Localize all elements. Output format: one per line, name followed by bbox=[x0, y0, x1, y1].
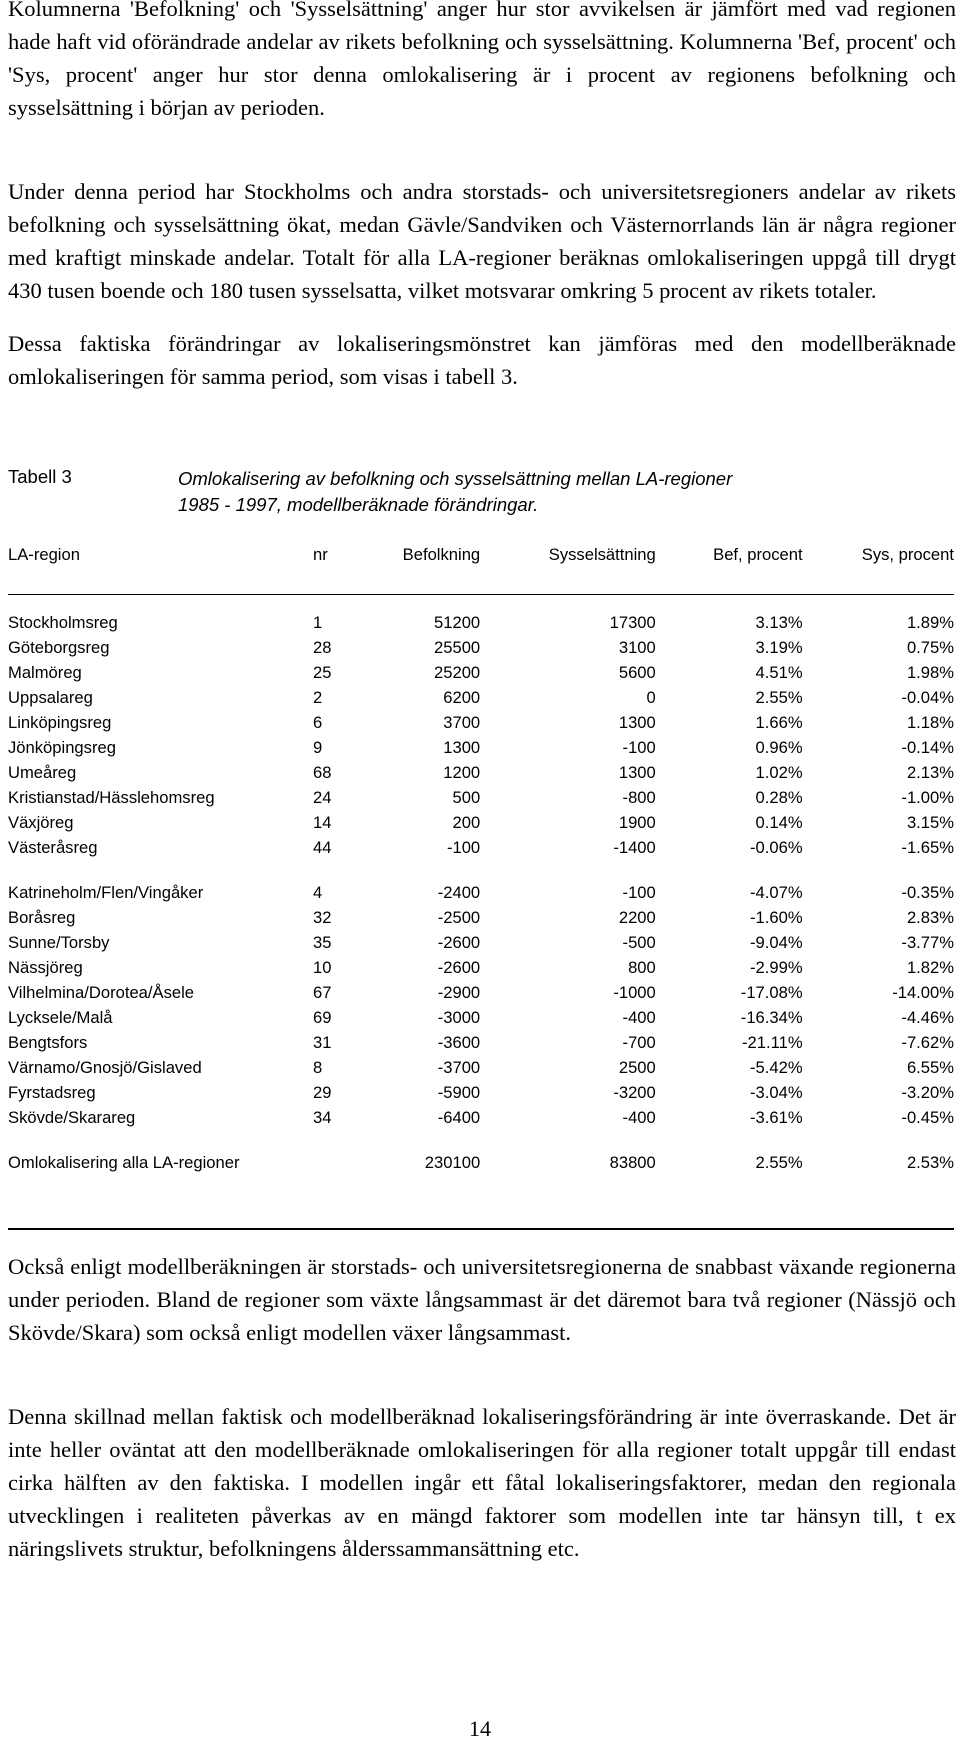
spacer-cell bbox=[8, 1130, 954, 1150]
table-caption bbox=[178, 466, 908, 518]
header-employment: Sysselsättning bbox=[548, 545, 656, 564]
pop-percent-cell: -0.06% bbox=[750, 837, 803, 857]
nr-value: 2 bbox=[313, 687, 323, 707]
nr-value: 44 bbox=[313, 837, 332, 857]
comparison-paragraph: Dessa faktiska förändringar av lokaliseringsmönstret kan jämföras med den modellberäknade omlokaliseringen för samma period, som visas i tabell 3. bbox=[8, 331, 956, 389]
nr-value: 34 bbox=[313, 1107, 332, 1127]
nr-value: 69 bbox=[313, 1007, 332, 1027]
pop-percent-cell: 2.55% bbox=[755, 1152, 803, 1172]
table-bottom-rule bbox=[8, 1228, 954, 1230]
pop-percent-cell: -5.42% bbox=[750, 1057, 803, 1077]
spacer-row bbox=[8, 566, 954, 610]
pop-percent-cell: -9.04% bbox=[750, 932, 803, 952]
region-cell: Katrineholm/Flen/Vingåker bbox=[8, 882, 204, 902]
intro-paragraph: Kolumnerna 'Befolkning' och 'Sysselsättning' anger hur stor avvikelsen är jämfört med vad regionen hade haft vid oförändrade andelar av rikets befolkning och sysselsättning. Kolumnerna 'Bef, procent' och 'Sys, procent' anger hur stor denna omlokalisering är i procent av regionens befolkning och sysselsättning i början av perioden. bbox=[8, 0, 956, 120]
nr-cell bbox=[278, 610, 353, 635]
table-row bbox=[8, 930, 954, 955]
region-cell: Kristianstad/Hässlehomsreg bbox=[8, 787, 215, 807]
table-row bbox=[8, 1005, 954, 1030]
employment-cell: 3100 bbox=[618, 637, 656, 657]
table-body bbox=[8, 566, 954, 1175]
pop-percent-cell: -21.11% bbox=[742, 1032, 803, 1052]
nr-cell bbox=[278, 980, 353, 1005]
pop-percent-cell: -3.04% bbox=[750, 1082, 803, 1102]
region-cell: Västeråsreg bbox=[8, 837, 98, 857]
population-cell: -5900 bbox=[437, 1082, 481, 1102]
pop-percent-cell: 3.19% bbox=[755, 637, 803, 657]
employment-cell: -1000 bbox=[613, 982, 656, 1002]
emp-percent-cell: 1.18% bbox=[906, 712, 954, 732]
nr-cell bbox=[278, 685, 353, 710]
region-cell: Uppsalareg bbox=[8, 687, 93, 707]
population-cell: -2400 bbox=[437, 882, 481, 902]
region-cell: Skövde/Skarareg bbox=[8, 1107, 136, 1127]
emp-percent-cell: 6.55% bbox=[906, 1057, 954, 1077]
region-cell: Jönköpingsreg bbox=[8, 737, 116, 757]
nr-value: 10 bbox=[313, 957, 332, 977]
employment-cell: 83800 bbox=[609, 1152, 656, 1172]
nr-cell bbox=[278, 880, 353, 905]
nr-value: 8 bbox=[313, 1057, 323, 1077]
nr-value: 35 bbox=[313, 932, 332, 952]
population-cell: -2600 bbox=[437, 957, 481, 977]
pop-percent-cell: 1.02% bbox=[755, 762, 803, 782]
emp-percent-cell: 2.83% bbox=[906, 907, 954, 927]
employment-cell: 5600 bbox=[618, 662, 656, 682]
employment-cell: -800 bbox=[622, 787, 656, 807]
region-cell: Stockholmsreg bbox=[8, 612, 118, 632]
table-row bbox=[8, 735, 954, 760]
nr-cell bbox=[278, 1105, 353, 1130]
population-cell: 230100 bbox=[424, 1152, 481, 1172]
employment-cell: -1400 bbox=[613, 837, 656, 857]
total-row bbox=[8, 1150, 954, 1175]
population-cell: -2500 bbox=[437, 907, 481, 927]
region-cell: Lycksele/Malå bbox=[8, 1007, 113, 1027]
region-cell: Linköpingsreg bbox=[8, 712, 112, 732]
table-row bbox=[8, 955, 954, 980]
pop-percent-cell: -16.34% bbox=[740, 1007, 803, 1027]
emp-percent-cell: -3.77% bbox=[901, 932, 954, 952]
nr-value: 9 bbox=[313, 737, 323, 757]
table-row bbox=[8, 1055, 954, 1080]
emp-percent-cell: -7.62% bbox=[901, 1032, 954, 1052]
conclusion-paragraph: Denna skillnad mellan faktisk och modellberäknad lokaliseringsförändring är inte överraskande. Det är inte heller oväntat att den modellberäknade omlokaliseringen för alla regioner totalt uppgår till endast cirka hälften av den faktiska. I modellen ingår ett fåtal lokaliseringsfaktorer, medan den regionala utvecklingen i realiteten påverkas av en mängd faktorer som modellen inte tar hänsyn till, t ex näringslivets struktur, befolkningens ålderssammansättning etc. bbox=[8, 1404, 956, 1561]
population-cell: 51200 bbox=[434, 612, 481, 632]
region-cell: Göteborgsreg bbox=[8, 637, 110, 657]
employment-cell: -100 bbox=[622, 882, 656, 902]
nr-cell bbox=[278, 1150, 353, 1175]
nr-value: 25 bbox=[313, 662, 332, 682]
population-cell: 1200 bbox=[443, 762, 481, 782]
emp-percent-cell: 1.82% bbox=[906, 957, 954, 977]
emp-percent-cell: 1.89% bbox=[906, 612, 954, 632]
emp-percent-cell: 1.98% bbox=[906, 662, 954, 682]
spacer-row bbox=[8, 860, 954, 880]
table-row bbox=[8, 1105, 954, 1130]
employment-cell: 2200 bbox=[618, 907, 656, 927]
pop-percent-cell: -1.60% bbox=[750, 907, 803, 927]
spacer-cell bbox=[8, 566, 954, 610]
pop-percent-cell: 1.66% bbox=[755, 712, 803, 732]
emp-percent-cell: -0.35% bbox=[901, 882, 954, 902]
table-row bbox=[8, 660, 954, 685]
nr-value: 31 bbox=[313, 1032, 332, 1052]
pop-percent-cell: -3.61% bbox=[750, 1107, 803, 1127]
population-cell: -3000 bbox=[437, 1007, 481, 1027]
header-pop-percent: Bef, procent bbox=[713, 545, 803, 564]
nr-cell bbox=[278, 1055, 353, 1080]
table-row bbox=[8, 835, 954, 860]
table-row bbox=[8, 610, 954, 635]
nr-cell bbox=[278, 835, 353, 860]
nr-value: 28 bbox=[313, 637, 332, 657]
population-cell: 200 bbox=[452, 812, 481, 832]
pop-percent-cell: 3.13% bbox=[755, 612, 803, 632]
table-row bbox=[8, 710, 954, 735]
header-region: LA-region bbox=[8, 545, 80, 564]
page-number: 14 bbox=[469, 1716, 491, 1741]
nr-cell bbox=[278, 785, 353, 810]
header-population: Befolkning bbox=[402, 545, 481, 564]
header-emp-percent: Sys, procent bbox=[861, 545, 954, 564]
nr-cell bbox=[278, 760, 353, 785]
table-row bbox=[8, 880, 954, 905]
table-label: Tabell 3 bbox=[8, 466, 72, 487]
table-row bbox=[8, 785, 954, 810]
employment-cell: -100 bbox=[622, 737, 656, 757]
employment-cell: 2500 bbox=[618, 1057, 656, 1077]
emp-percent-cell: -14.00% bbox=[892, 982, 954, 1002]
emp-percent-cell: -0.04% bbox=[901, 687, 954, 707]
population-cell: -2900 bbox=[437, 982, 481, 1002]
table-row bbox=[8, 905, 954, 930]
spacer-cell bbox=[8, 860, 954, 880]
region-cell: Fyrstadsreg bbox=[8, 1082, 96, 1102]
employment-cell: -400 bbox=[622, 1007, 656, 1027]
employment-cell: 1300 bbox=[618, 712, 656, 732]
emp-percent-cell: 3.15% bbox=[906, 812, 954, 832]
population-cell: -2600 bbox=[437, 932, 481, 952]
nr-cell bbox=[278, 635, 353, 660]
pop-percent-cell: -17.08% bbox=[740, 982, 803, 1002]
nr-value: 68 bbox=[313, 762, 332, 782]
table-row bbox=[8, 1030, 954, 1055]
employment-cell: 800 bbox=[628, 957, 656, 977]
header-nr-label: nr bbox=[313, 545, 328, 564]
relocation-table bbox=[8, 544, 954, 1175]
employment-cell: -3200 bbox=[613, 1082, 656, 1102]
nr-value: 4 bbox=[313, 882, 323, 902]
header-nr bbox=[278, 544, 353, 566]
region-cell: Sunne/Torsby bbox=[8, 932, 110, 952]
region-cell: Malmöreg bbox=[8, 662, 82, 682]
nr-cell bbox=[278, 660, 353, 685]
emp-percent-cell: 0.75% bbox=[906, 637, 954, 657]
nr-cell bbox=[278, 735, 353, 760]
nr-cell bbox=[278, 1080, 353, 1105]
population-cell: 1300 bbox=[443, 737, 481, 757]
nr-cell bbox=[278, 955, 353, 980]
employment-cell: 17300 bbox=[609, 612, 656, 632]
pop-percent-cell: 4.51% bbox=[755, 662, 803, 682]
table-caption-line: 1985 - 1997, modellberäknade förändringar. bbox=[178, 494, 539, 515]
population-cell: 500 bbox=[452, 787, 481, 807]
population-cell: 6200 bbox=[443, 687, 481, 707]
population-cell: 25500 bbox=[434, 637, 481, 657]
table-caption-line: Omlokalisering av befolkning och sysselsättning mellan LA-regioner bbox=[178, 468, 733, 489]
region-cell: Växjöreg bbox=[8, 812, 74, 832]
emp-percent-cell: -0.45% bbox=[901, 1107, 954, 1127]
employment-cell: 1300 bbox=[618, 762, 656, 782]
table-header-row bbox=[8, 544, 954, 566]
pop-percent-cell: 2.55% bbox=[755, 687, 803, 707]
nr-value: 1 bbox=[313, 612, 323, 632]
table-row bbox=[8, 760, 954, 785]
region-cell: Bengtsfors bbox=[8, 1032, 88, 1052]
nr-value: 29 bbox=[313, 1082, 332, 1102]
region-cell: Nässjöreg bbox=[8, 957, 83, 977]
emp-percent-cell: -3.20% bbox=[901, 1082, 954, 1102]
emp-percent-cell: -1.00% bbox=[901, 787, 954, 807]
pop-percent-cell: 0.14% bbox=[755, 812, 803, 832]
population-cell: 25200 bbox=[434, 662, 481, 682]
employment-cell: -700 bbox=[622, 1032, 656, 1052]
employment-cell: -400 bbox=[622, 1107, 656, 1127]
pop-percent-cell: 0.28% bbox=[755, 787, 803, 807]
nr-value: 6 bbox=[313, 712, 323, 732]
population-cell: -3700 bbox=[437, 1057, 481, 1077]
population-cell: -6400 bbox=[437, 1107, 481, 1127]
population-cell: 3700 bbox=[443, 712, 481, 732]
population-cell: -3600 bbox=[437, 1032, 481, 1052]
table-row bbox=[8, 1080, 954, 1105]
region-cell: Boråsreg bbox=[8, 907, 76, 927]
nr-cell bbox=[278, 1005, 353, 1030]
region-cell: Vilhelmina/Dorotea/Åsele bbox=[8, 982, 195, 1002]
header-divider bbox=[8, 594, 954, 595]
emp-percent-cell: -1.65% bbox=[901, 837, 954, 857]
region-cell: Umeåreg bbox=[8, 762, 77, 782]
employment-cell: 0 bbox=[646, 687, 656, 707]
table-row bbox=[8, 810, 954, 835]
analysis-paragraph: Under denna period har Stockholms och andra storstads- och universitetsregioners andelar av rikets befolkning och sysselsättning ökat, medan Gävle/Sandviken och Västernorrlands län är några regioner med kraftigt minskade andelar. Totalt för alla LA-regioner beräknas omlokaliseringen uppgå till drygt 430 tusen boende och 180 tusen sysselsatta, vilket motsvarar omkring 5 procent av rikets totaler. bbox=[8, 179, 956, 303]
model-paragraph: Också enligt modellberäkningen är storstads- och universitetsregionerna de snabbast växande regionerna under perioden. Bland de regioner som växte långsammast är det däremot bara två regioner (Nässjö och Skövde/Skara) som också enligt modellen växer långsammast. bbox=[8, 1254, 956, 1345]
nr-cell bbox=[278, 1030, 353, 1055]
pop-percent-cell: -2.99% bbox=[750, 957, 803, 977]
table-row bbox=[8, 980, 954, 1005]
nr-cell bbox=[278, 810, 353, 835]
emp-percent-cell: 2.13% bbox=[906, 762, 954, 782]
emp-percent-cell: 2.53% bbox=[906, 1152, 954, 1172]
population-cell: -100 bbox=[446, 837, 481, 857]
region-cell: Värnamo/Gnosjö/Gislaved bbox=[8, 1057, 202, 1077]
nr-value: 24 bbox=[313, 787, 332, 807]
employment-cell: -500 bbox=[622, 932, 656, 952]
pop-percent-cell: 0.96% bbox=[755, 737, 803, 757]
table-row bbox=[8, 635, 954, 660]
nr-cell bbox=[278, 905, 353, 930]
nr-cell bbox=[278, 710, 353, 735]
emp-percent-cell: -0.14% bbox=[901, 737, 954, 757]
pop-percent-cell: -4.07% bbox=[750, 882, 803, 902]
nr-value: 32 bbox=[313, 907, 332, 927]
region-cell: Omlokalisering alla LA-regioner bbox=[8, 1152, 240, 1172]
nr-value: 67 bbox=[313, 982, 332, 1002]
emp-percent-cell: -4.46% bbox=[901, 1007, 954, 1027]
employment-cell: 1900 bbox=[618, 812, 656, 832]
table-row bbox=[8, 685, 954, 710]
nr-value: 14 bbox=[313, 812, 332, 832]
spacer-row bbox=[8, 1130, 954, 1150]
nr-cell bbox=[278, 930, 353, 955]
